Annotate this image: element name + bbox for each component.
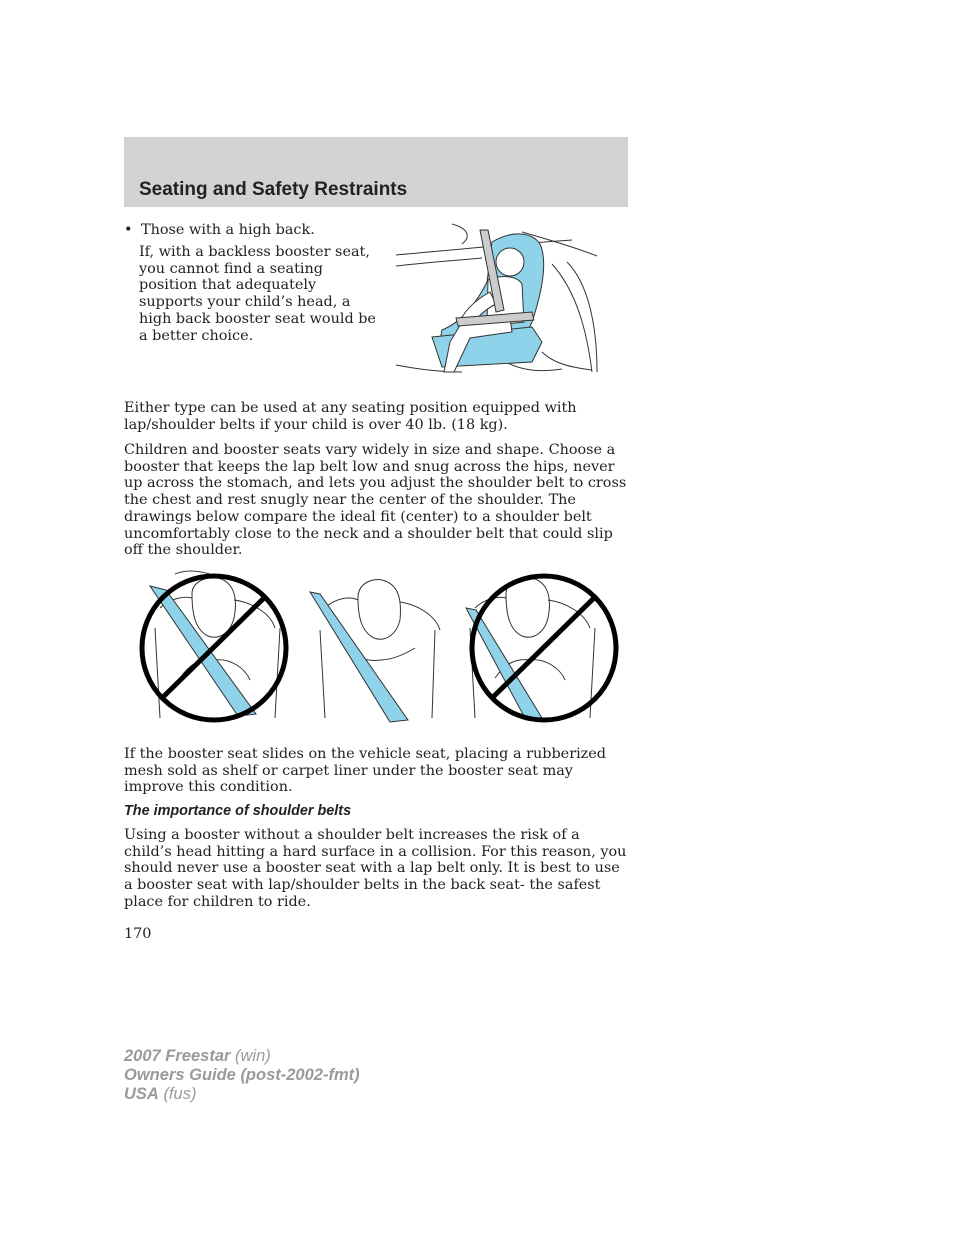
footer-guide-line: [124, 1066, 360, 1085]
head: [506, 578, 549, 638]
footer-region: USA: [124, 1085, 159, 1103]
shoulder-belts-paragraph: Using a booster without a shoulder belt increases the risk of a child’s head hitting a hard surface in a collision. For this reason, you should never use a booster seat with a lap belt only. It is best to use a booster seat with lap/shoulder belts in the back seat- the safest place for children to ride.: [124, 827, 627, 910]
page-number: 170: [124, 926, 152, 942]
document-footer: [124, 1047, 360, 1104]
footer-region-code: (fus): [163, 1085, 197, 1103]
footer-region-line: [124, 1085, 360, 1104]
head: [358, 580, 400, 640]
shoulder-belts-subheading: The importance of shoulder belts: [124, 803, 352, 819]
belt-fit-comparison-illustrations: [130, 568, 630, 728]
belt-correct-fit-illustration: [310, 580, 440, 722]
high-back-booster-seat-illustration: [392, 222, 622, 382]
footer-model-line: [124, 1047, 360, 1066]
section-title: Seating and Safety Restraints: [139, 179, 408, 200]
either-type-paragraph: Either type can be used at any seating position equipped with lap/shoulder belts if your child is over 40 lb. (18 kg).: [124, 400, 577, 433]
high-back-note: If, with a backless booster seat, you cannot find a seating position that adequately supports your child’s head, a high back booster seat would be a better choice.: [139, 244, 376, 344]
head: [192, 578, 235, 638]
footer-model: 2007 Freestar: [124, 1047, 231, 1065]
bullet-text: Those with a high back.: [141, 222, 315, 238]
bullet-item: [124, 222, 315, 239]
booster-slides-paragraph: If the booster seat slides on the vehicle seat, placing a rubberized mesh sold as shelf or carpet liner under the booster seat may improve this condition.: [124, 746, 606, 796]
belt-off-shoulder-illustration: [466, 576, 616, 720]
belt-too-close-to-neck-illustration: [142, 571, 286, 720]
children-vary-paragraph: Children and booster seats vary widely in size and shape. Choose a booster that keeps the lap belt low and snug across the hips, never up across the stomach, and lets you adjust the shoulder belt to cross the chest and rest snugly near the center of the shoulder. The drawings below compare the ideal fit (center) to a shoulder belt uncomfortably close to the neck and a shoulder belt that could slip off the shoulder.: [124, 442, 627, 559]
footer-model-code: (win): [235, 1047, 271, 1065]
bullet-symbol: •: [124, 222, 133, 238]
footer-guide: Owners Guide (post-2002-fmt): [124, 1066, 360, 1084]
child-head: [496, 248, 524, 276]
section-header-band: [124, 137, 628, 207]
